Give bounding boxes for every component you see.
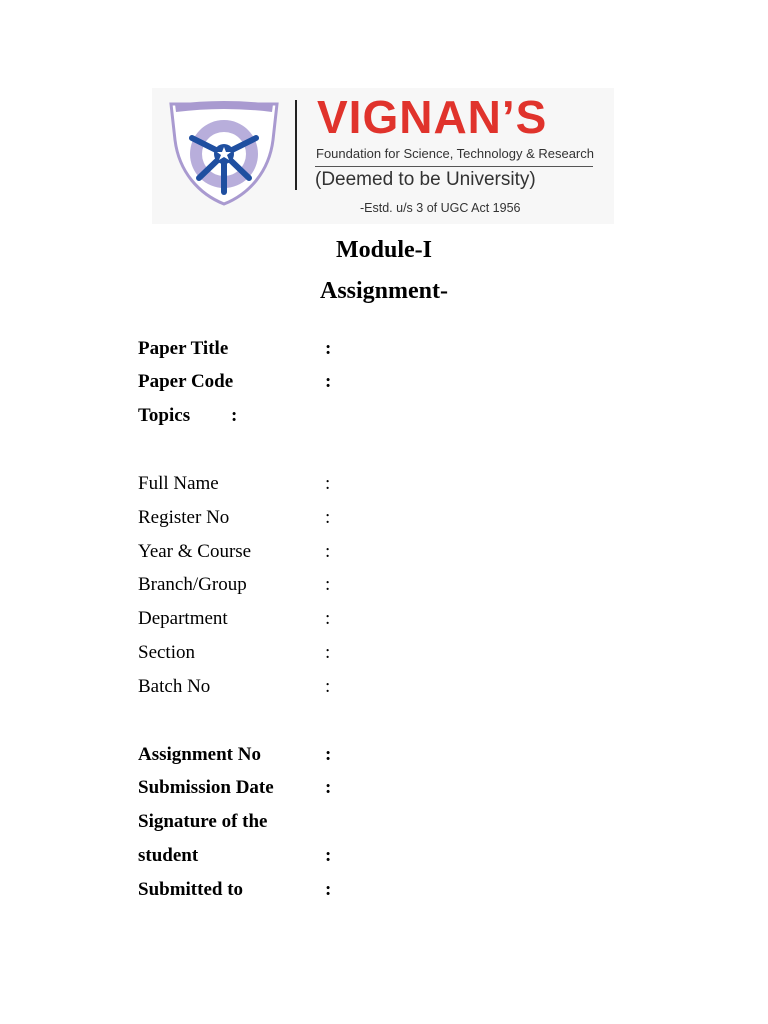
- signature-colon: :: [325, 845, 332, 866]
- batch-no-colon: :: [325, 676, 331, 697]
- university-status: (Deemed to be University): [315, 169, 536, 190]
- university-logo: [152, 88, 614, 224]
- topics-label: Topics: [138, 405, 191, 426]
- topics-colon: :: [231, 405, 238, 426]
- section-colon: :: [325, 642, 331, 663]
- university-shield-icon: [169, 100, 279, 206]
- submitted-to-colon: :: [325, 879, 332, 900]
- branch-group-label: Branch/Group: [138, 574, 247, 595]
- branch-group-colon: :: [325, 574, 331, 595]
- signature-label-line1: Signature of the: [138, 811, 268, 832]
- assignment-no-colon: :: [325, 744, 332, 765]
- paper-title-label: Paper Title: [138, 338, 229, 359]
- year-course-label: Year & Course: [138, 541, 252, 562]
- full-name-colon: :: [325, 473, 331, 494]
- university-tagline: Foundation for Science, Technology & Research: [316, 146, 594, 161]
- paper-code-colon: :: [325, 371, 332, 392]
- full-name-label: Full Name: [138, 473, 219, 494]
- university-established: -Estd. u/s 3 of UGC Act 1956: [360, 201, 521, 215]
- paper-code-label: Paper Code: [138, 371, 234, 392]
- register-no-label: Register No: [138, 507, 230, 528]
- department-label: Department: [138, 608, 228, 629]
- section-label: Section: [138, 642, 195, 663]
- batch-no-label: Batch No: [138, 676, 211, 697]
- submitted-to-label: Submitted to: [138, 879, 244, 900]
- department-colon: :: [325, 608, 331, 629]
- submission-date-colon: :: [325, 777, 332, 798]
- submission-date-label: Submission Date: [138, 777, 274, 798]
- university-name: VIGNAN’S: [317, 91, 548, 143]
- assignment-title: Assignment-: [319, 278, 448, 304]
- logo-divider: [295, 100, 297, 190]
- assignment-no-label: Assignment No: [138, 744, 261, 765]
- year-course-colon: :: [325, 541, 331, 562]
- tagline-rule: [315, 166, 593, 167]
- register-no-colon: :: [325, 507, 331, 528]
- paper-title-colon: :: [325, 338, 332, 359]
- module-title: Module-I: [336, 237, 432, 263]
- signature-label-line2: student: [138, 845, 199, 866]
